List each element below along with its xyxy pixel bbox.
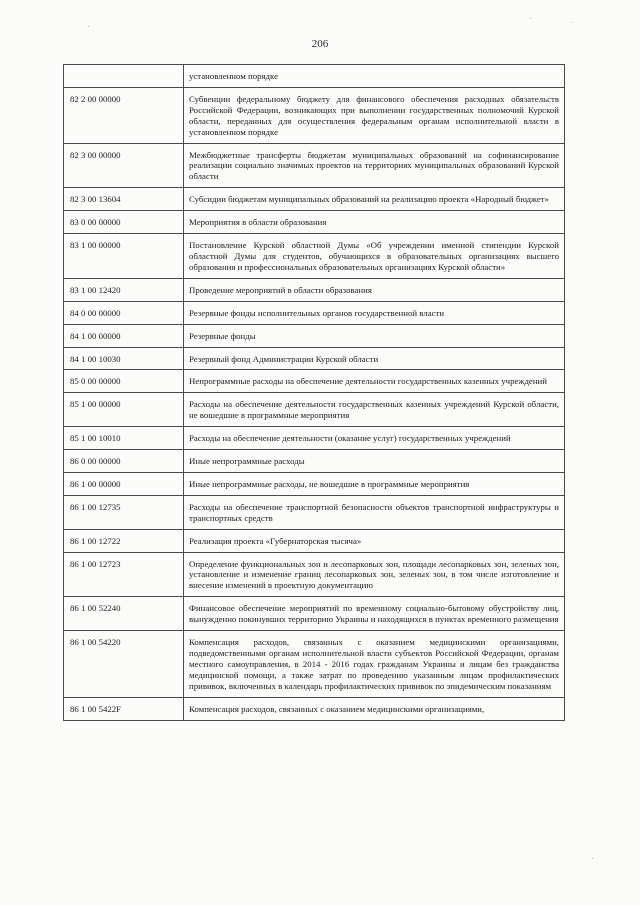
table-row	[64, 552, 565, 597]
description-cell: Постановление Курской областной Думы «Об учреждении именной стипендии Курской областной Думы для студентов, обучающихся в образовательных организациях высшего образования и профессиональных образовательных организациях Курской области»	[184, 234, 565, 279]
description-cell: Субсидии бюджетам муниципальных образований на реализацию проекта «Народный бюджет»	[184, 188, 565, 211]
budget-code-cell: 83 1 00 12420	[64, 278, 184, 301]
description-cell: Резервные фонды	[184, 324, 565, 347]
description-cell: Компенсация расходов, связанных с оказанием медицинскими организациями,	[184, 697, 565, 720]
budget-code-cell: 82 3 00 00000	[64, 143, 184, 188]
budget-code-cell: 82 2 00 00000	[64, 87, 184, 143]
budget-code-table	[63, 64, 565, 721]
description-cell: Компенсация расходов, связанных с оказанием медицинскими организациями, подведомственными органам исполнительной власти субъектов Российской Федерации, органам местного самоуправления, в 2014 - 2016 годах гражданам Украины и лицам без гражданства медицинской помощи, а также затрат по проведению указанным лицам профилактических прививок, включенных в календарь профилактических прививок по эпидемическим показаниям	[184, 631, 565, 698]
table-row	[64, 427, 565, 450]
scan-speck	[572, 22, 573, 23]
page-number: 206	[311, 38, 329, 50]
table-row	[64, 324, 565, 347]
table-row	[64, 234, 565, 279]
table-row	[64, 495, 565, 529]
budget-code-cell: 82 3 00 13604	[64, 188, 184, 211]
budget-code-cell: 86 1 00 54220	[64, 631, 184, 698]
table-row	[64, 597, 565, 631]
budget-code-cell: 86 1 00 52240	[64, 597, 184, 631]
scan-speck	[88, 26, 89, 27]
table-row	[64, 87, 565, 143]
table-row	[64, 65, 565, 88]
budget-code-cell: 86 1 00 12722	[64, 529, 184, 552]
budget-code-cell: 84 0 00 00000	[64, 301, 184, 324]
budget-code-cell: 86 0 00 00000	[64, 450, 184, 473]
description-cell: Непрограммные расходы на обеспечение деятельности государственных казенных учреждений	[184, 370, 565, 393]
table-row	[64, 631, 565, 698]
budget-code-cell: 86 1 00 12723	[64, 552, 184, 597]
table-row	[64, 529, 565, 552]
table-row	[64, 143, 565, 188]
table-row	[64, 697, 565, 720]
description-cell: Иные непрограммные расходы, не вошедшие в программные мероприятия	[184, 472, 565, 495]
table-row	[64, 393, 565, 427]
description-cell: Межбюджетные трансферты бюджетам муниципальных образований на софинансирование реализации социально значимых проектов на территориях муниципальных образований Курской области	[184, 143, 565, 188]
table-row	[64, 188, 565, 211]
table-row	[64, 278, 565, 301]
description-cell: Реализация проекта «Губернаторская тысяча»	[184, 529, 565, 552]
scan-speck	[530, 18, 531, 19]
budget-code-cell	[64, 65, 184, 88]
budget-code-cell: 86 1 00 00000	[64, 472, 184, 495]
description-cell: Финансовое обеспечение мероприятий по временному социально-бытовому обустройству лиц, вынужденно покинувших территорию Украины и находящихся в пунктах временного размещения	[184, 597, 565, 631]
description-cell: Расходы на обеспечение транспортной безопасности объектов транспортной инфраструктуры и транспортных средств	[184, 495, 565, 529]
description-cell: Определение функциональных зон и лесопарковых зон, площади лесопарковых зон, зеленых зон, установление и изменение границ лесопарковых зон, зеленых зон, в том числе изготовление и внесение изменений в проектную документацию	[184, 552, 565, 597]
description-cell: Резервный фонд Администрации Курской области	[184, 347, 565, 370]
description-cell: Расходы на обеспечение деятельности (оказание услуг) государственных учреждений	[184, 427, 565, 450]
description-cell: Резервные фонды исполнительных органов государственной власти	[184, 301, 565, 324]
table-row	[64, 450, 565, 473]
description-cell: установленном порядке	[184, 65, 565, 88]
table-row	[64, 370, 565, 393]
budget-code-cell: 83 0 00 00000	[64, 211, 184, 234]
description-cell: Иные непрограммные расходы	[184, 450, 565, 473]
budget-code-cell: 83 1 00 00000	[64, 234, 184, 279]
description-cell: Субвенции федеральному бюджету для финансового обеспечения расходных обязательств Российской Федерации, возникающих при выполнении государственных полномочий Курской области, переданных для осуществления федеральным органам исполнительной власти в установленном порядке	[184, 87, 565, 143]
table-row	[64, 472, 565, 495]
budget-code-cell: 86 1 00 5422F	[64, 697, 184, 720]
budget-code-cell: 84 1 00 10030	[64, 347, 184, 370]
budget-code-cell: 85 1 00 00000	[64, 393, 184, 427]
description-cell: Расходы на обеспечение деятельности государственных казенных учреждений Курской области, не вошедшие в программные мероприятия	[184, 393, 565, 427]
table-row	[64, 347, 565, 370]
table-row	[64, 301, 565, 324]
scan-speck	[592, 858, 593, 859]
description-cell: Мероприятия в области образования	[184, 211, 565, 234]
budget-code-cell: 86 1 00 12735	[64, 495, 184, 529]
budget-code-cell: 85 1 00 10010	[64, 427, 184, 450]
budget-code-cell: 84 1 00 00000	[64, 324, 184, 347]
table-row	[64, 211, 565, 234]
budget-code-cell: 85 0 00 00000	[64, 370, 184, 393]
description-cell: Проведение мероприятий в области образования	[184, 278, 565, 301]
